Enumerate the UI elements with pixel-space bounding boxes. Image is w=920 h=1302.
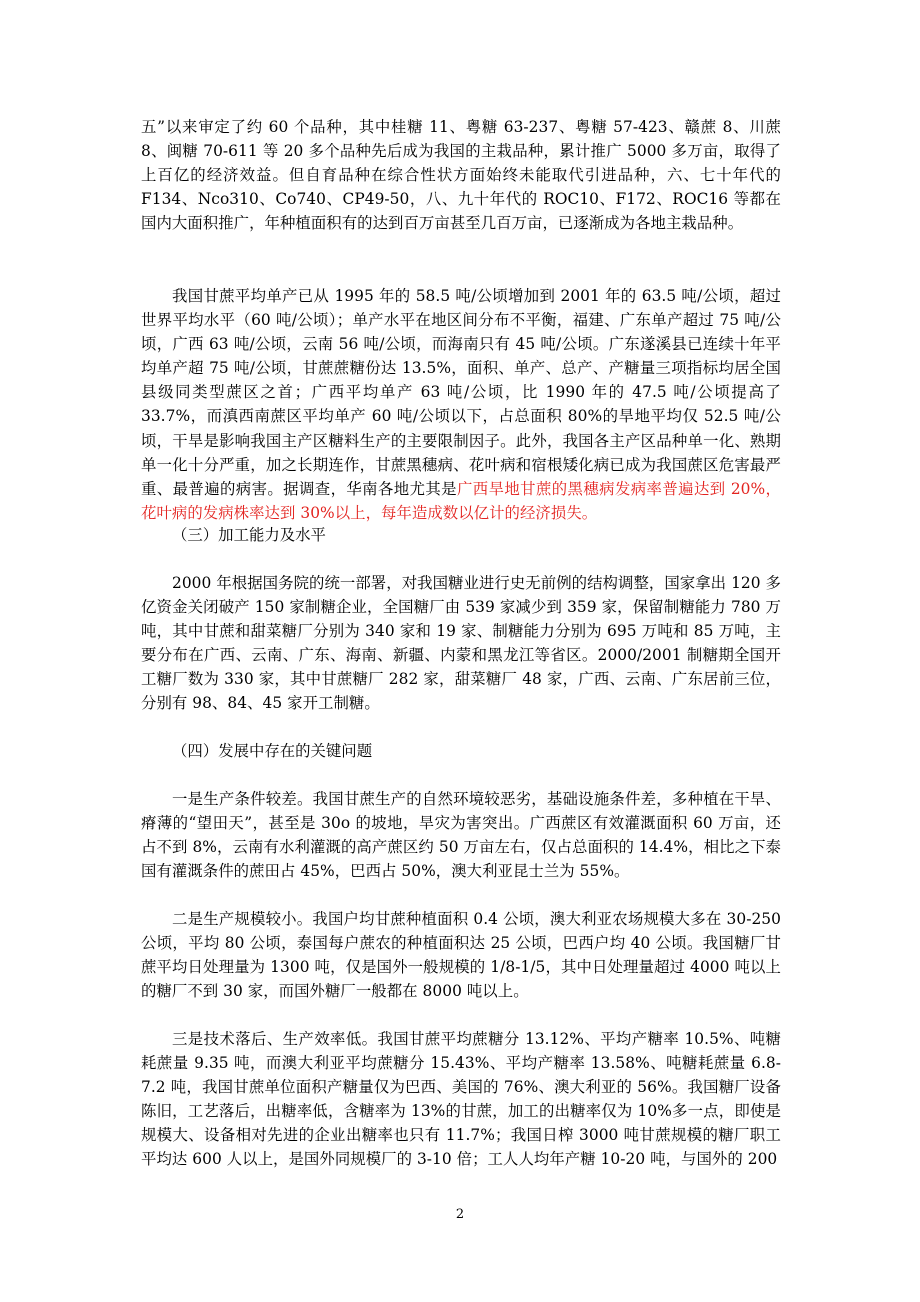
paragraph-variety-breeding: 五”以来审定了约 60 个品种，其中桂糖 11、粤糖 63-237、粤糖 57-423、赣蔗 8、川蔗 8、闽糖 70-611 等 20 多个品种先后成为我国的主栽品种，累计推广 5000 多万亩，取得了上百亿的经济效益。但自育品种在综合性状方面始终未能取代引进品种，六、七十年代的 F134、Nco310、Co740、CP49-50，八、九十年代的 ROC10、F172、ROC16 等都在国内大面积推广，年种植面积有的达到百万亩甚至几百万亩，已逐渐成为各地主栽品种。 (141, 118, 781, 233)
paragraph-production-scale: 二是生产规模较小。我国户均甘蔗种植面积 0.4 公顷，澳大利亚农场规模大多在 30-250 公顷，平均 80 公顷，泰国每户蔗农的种植面积达 25 公顷，巴西户均 40 公顷。我国糖厂甘蔗平均日处理量为 1300 吨，仅是国外一般规模的 1/8-1/5，其中日处理量超过 4000 吨以上的糖厂不到 30 家，而国外糖厂一般都在 8000 吨以上。 (141, 910, 781, 1001)
disease-highlight-text: 广西旱地甘蔗的黑穗病发病率普遍达到 20%，花叶病的发病株率达到 30%以上，每年造成数以亿计的经济损失。 (141, 479, 781, 522)
paragraph-technology-efficiency: 三是技术落后、生产效率低。我国甘蔗平均蔗糖分 13.12%、平均产糖率 10.5%、吨糖耗蔗量 9.35 吨，而澳大利亚平均蔗糖分 15.43%、平均产糖率 13.58%、吨糖耗蔗量 6.8-7.2 吨，我国甘蔗单位面积产糖量仅为巴西、美国的 76%、澳大利亚的 56%。我国糖厂设备陈旧，工艺落后，出糖率低，含糖率为 13%的甘蔗，加工的出糖率仅为 10%多一点，即使是规模大、设备相对先进的企业出糖率也只有 11.7%；我国日榨 3000 吨甘蔗规模的糖厂职工平均达 600 人以上，是国外同规模厂的 3-10 倍；工人人均年产糖 10-20 吨，与国外的 200 (141, 1030, 781, 1169)
yield-text: 我国甘蔗平均单产已从 1995 年的 58.5 吨/公顷增加到 2001 年的 63.5 吨/公顷，超过世界平均水平（60 吨/公顷）；单产水平在地区间分布不平衡，福建、广东单产超过 75 吨/公顷，广西 63 吨/公顷，云南 56 吨/公顷，而海南只有 45 吨/公顷。广东遂溪县已连续十年平均单产超 75 吨/公顷，甘蔗蔗糖份达 13.5%，面积、单产、总产、产糖量三项指标均居全国县级同类型蔗区之首；广西平均单产 63 吨/公顷，比 1990 年的 47.5 吨/公顷提高了 33.7%，而滇西南蔗区平均单产 60 吨/公顷以下，占总面积 80%的旱地平均仅 52.5 吨/公顷，干旱是影响我国主产区糖料生产的主要限制因子。此外，我国各主产区品种单一化、熟期单一化十分严重，加之长期连作，甘蔗黑穗病、花叶病和宿根矮化病已成为我国蔗区危害最严重、最普遍的病害。据调查，华南各地尤其是 (141, 287, 781, 498)
section-heading-key-problems: （四）发展中存在的关键问题 (172, 742, 373, 760)
paragraph-cane-yield (141, 284, 781, 525)
section-heading-processing-capacity: （三）加工能力及水平 (172, 526, 326, 544)
paragraph-processing: 2000 年根据国务院的统一部署，对我国糖业进行史无前例的结构调整，国家拿出 120 多亿资金关闭破产 150 家制糖企业，全国糖厂由 539 家减少到 359 家，保留制糖能力 780 万吨，其中甘蔗和甜菜糖厂分别为 340 家和 19 家、制糖能力分别为 695 万吨和 85 万吨，主要分布在广西、云南、广东、海南、新疆、内蒙和黑龙江等省区。2000/2001 制糖期全国开工糖厂数为 330 家，其中甘蔗糖厂 282 家，甜菜糖厂 48 家，广西、云南、广东居前三位，分别有 98、84、45 家开工制糖。 (141, 574, 781, 713)
page-number: 2 (455, 1207, 465, 1222)
paragraph-production-conditions: 一是生产条件较差。我国甘蔗生产的自然环境较恶劣，基础设施条件差，多种植在干旱、瘠薄的“望田天”，甚至是 30o 的坡地，旱灾为害突出。广西蔗区有效灌溉面积 60 万亩，还占不到 8%，云南有水利灌溉的高产蔗区约 50 万亩左右，仅占总面积的 14.4%，相比之下泰国有灌溉条件的蔗田占 45%，巴西占 50%，澳大利亚昆士兰为 55%。 (141, 790, 781, 881)
